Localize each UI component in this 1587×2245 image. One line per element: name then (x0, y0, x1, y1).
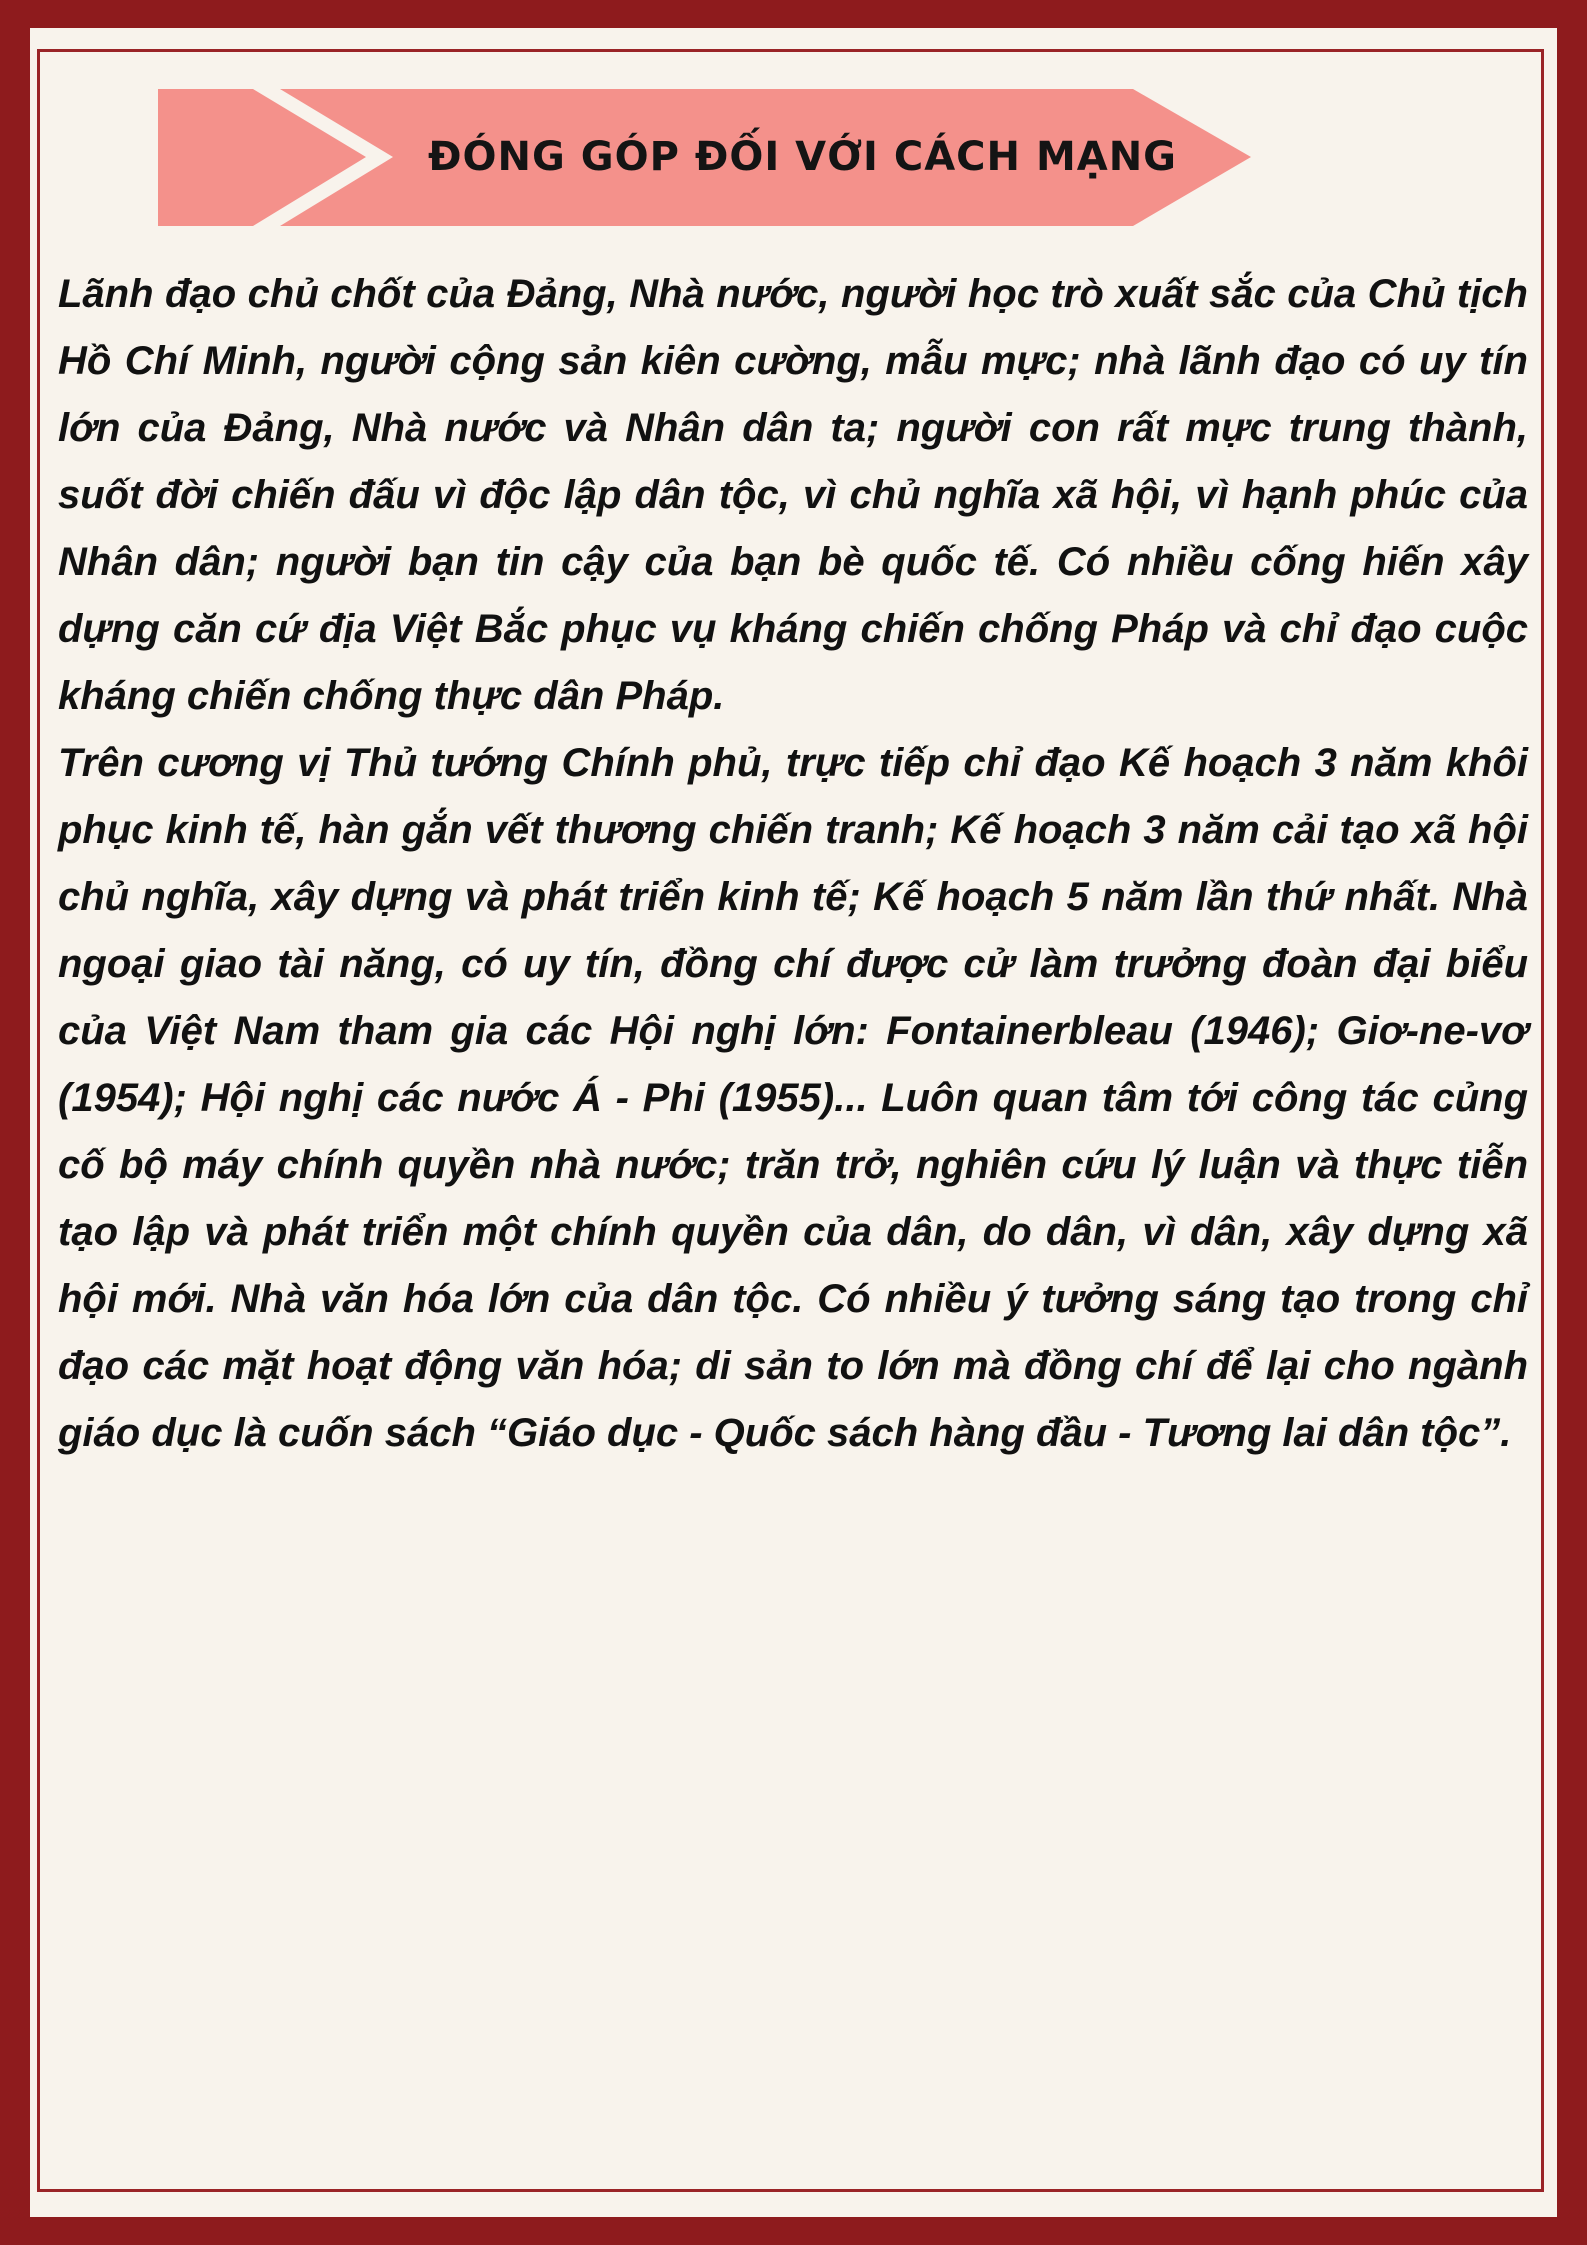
page-title: ĐÓNG GÓP ĐỐI VỚI CÁCH MẠNG (428, 134, 1178, 180)
page-frame (30, 28, 1557, 2217)
paragraph-1: Lãnh đạo chủ chốt của Đảng, Nhà nước, người học trò xuất sắc của Chủ tịch Hồ Chí Minh, người cộng sản kiên cường, mẫu mực; nhà lãnh đạo có uy tín lớn của Đảng, Nhà nước và Nhân dân ta; người con rất mực trung thành, suốt đời chiến đấu vì độc lập dân tộc, vì chủ nghĩa xã hội, vì hạnh phúc của Nhân dân; người bạn tin cậy của bạn bè quốc tế. Có nhiều cống hiến xây dựng căn cứ địa Việt Bắc phục vụ kháng chiến chống Pháp và chỉ đạo cuộc kháng chiến chống thực dân Pháp. (58, 272, 1528, 718)
title-banner (158, 89, 1251, 226)
body-text (58, 261, 1528, 1467)
paragraph-2: Trên cương vị Thủ tướng Chính phủ, trực tiếp chỉ đạo Kế hoạch 3 năm khôi phục kinh tế, hàn gắn vết thương chiến tranh; Kế hoạch 3 năm cải tạo xã hội chủ nghĩa, xây dựng và phát triển kinh tế; Kế hoạch 5 năm lần thứ nhất. Nhà ngoại giao tài năng, có uy tín, đồng chí được cử làm trưởng đoàn đại biểu của Việt Nam tham gia các Hội nghị lớn: Fontainerbleau (1946); Giơ-ne-vơ (1954); Hội nghị các nước Á - Phi (1955)... Luôn quan tâm tới công tác củng cố bộ máy chính quyền nhà nước; trăn trở, nghiên cứu lý luận và thực tiễn tạo lập và phát triển một chính quyền của dân, do dân, vì dân, xây dựng xã hội mới. Nhà văn hóa lớn của dân tộc. Có nhiều ý tưởng sáng tạo trong chỉ đạo các mặt hoạt động văn hóa; di sản to lớn mà đồng chí để lại cho ngành giáo dục là cuốn sách “Giáo dục - Quốc sách hàng đầu - Tương lai dân tộc”. (58, 741, 1528, 1455)
